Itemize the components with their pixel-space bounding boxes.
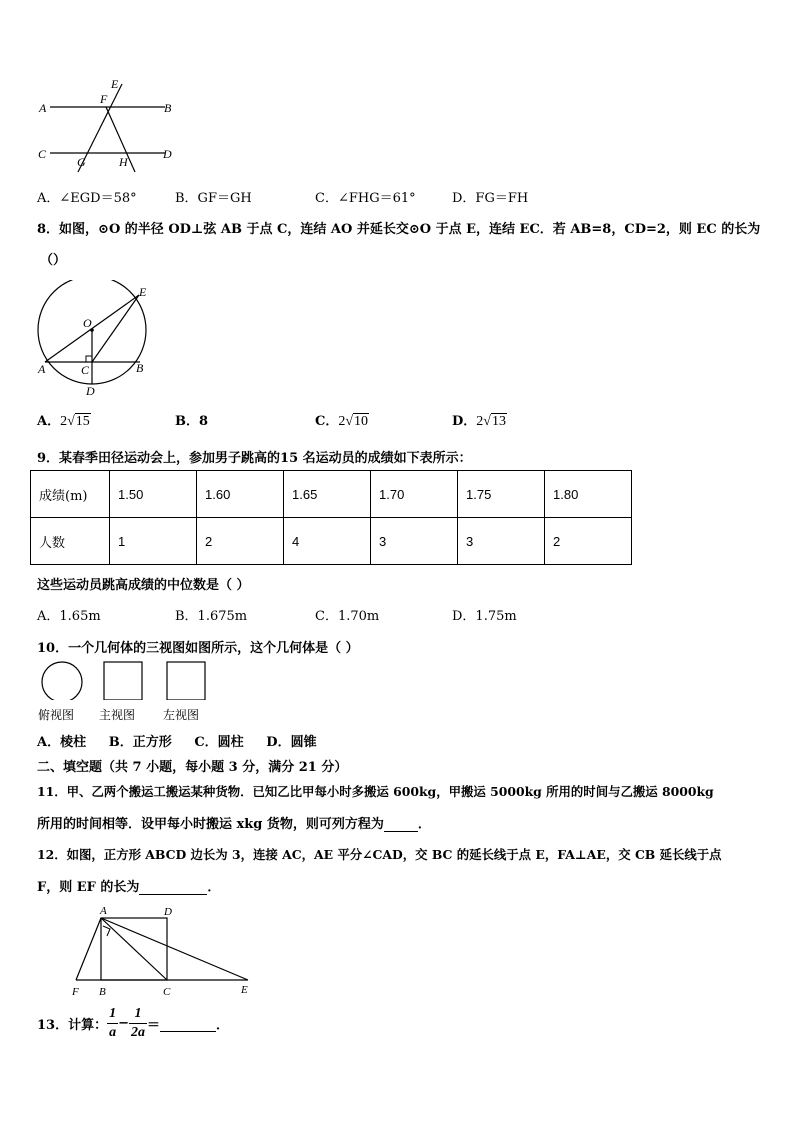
- q13-frac1-numerator: 1: [107, 1005, 118, 1024]
- label-a: A: [100, 905, 107, 917]
- table-row: [31, 471, 632, 518]
- q7-option-b: B．GF＝GH: [175, 191, 252, 206]
- line-af: [76, 918, 101, 980]
- q9-stem: 9．某春季田径运动会上，参加男子跳高的15 名运动员的成绩如下表所示：: [37, 451, 472, 466]
- label-d: D: [164, 906, 172, 918]
- q13-frac1-denominator: a: [109, 1025, 117, 1040]
- label-c: C: [38, 147, 47, 161]
- q8-option-a-prefix: A．: [37, 414, 61, 429]
- q13-minus: −: [118, 1016, 129, 1031]
- q13-fraction-2: [129, 1005, 147, 1042]
- table-header-score: 成绩(m): [31, 471, 110, 518]
- q13-prefix: 13．计算：: [37, 1018, 108, 1033]
- table-cell: 1: [110, 518, 197, 565]
- label-e: E: [241, 984, 248, 996]
- q10-options: A．棱柱 B．正方形 C．圆柱 D．圆锥: [37, 735, 317, 750]
- q9-score-table: [30, 470, 632, 565]
- q8-option-b: B．8: [175, 414, 209, 429]
- view-label-side: 左视图: [163, 708, 200, 722]
- q13-answer-blank[interactable]: [160, 1016, 216, 1032]
- table-row: [31, 518, 632, 565]
- q12-line2-end: ．: [207, 880, 221, 895]
- q7-option-a: A．∠EGD＝58°: [37, 191, 137, 206]
- q9-option-d: D．1.75m: [452, 609, 517, 624]
- q8-option-a: [37, 410, 91, 430]
- label-c: C: [163, 986, 171, 998]
- label-d: D: [86, 384, 95, 398]
- label-f: F: [72, 986, 79, 998]
- table-cell: 2: [197, 518, 284, 565]
- front-view-square: [104, 662, 142, 700]
- q13-fraction-1: [107, 1005, 118, 1042]
- q12-line1: 12．如图，正方形 ABCD 边长为 3，连接 AC，AE 平分∠CAD，交 BC 的延长线于点 E，FA⊥AE，交 CB 延长线于点: [37, 847, 722, 862]
- q9-option-c: C．1.70m: [315, 609, 380, 624]
- q8-option-c-coef: 2: [338, 414, 346, 429]
- line-ac: [101, 918, 167, 980]
- q11-line2-text: 所用的时间相等．设甲每小时搬运 xkg 货物，则可列方程为: [37, 817, 384, 832]
- table-cell: 1.75: [458, 471, 545, 518]
- q9-question: 这些运动员跳高成绩的中位数是（ ）: [37, 578, 250, 593]
- q10-stem: 10．一个几何体的三视图如图所示，这个几何体是（ ）: [37, 641, 359, 656]
- side-view-square: [167, 662, 205, 700]
- q13-end: ．: [216, 1018, 230, 1033]
- q12-figure: [66, 903, 266, 999]
- view-label-front: 主视图: [99, 708, 136, 722]
- q8-option-a-value: 2√15: [60, 414, 90, 429]
- q8-option-d-prefix: D．: [452, 414, 477, 429]
- label-c: C: [81, 363, 90, 377]
- q12-line2: [37, 876, 220, 895]
- q8-option-d-coef: 2: [476, 414, 484, 429]
- line-ae: [101, 918, 248, 980]
- right-angle-mark: [86, 356, 92, 362]
- q13-frac2-numerator: 1: [129, 1005, 147, 1024]
- table-cell: 2: [545, 518, 632, 565]
- q7-option-c: C．∠FHG＝61°: [315, 191, 416, 206]
- q11-answer-blank[interactable]: [384, 816, 418, 832]
- table-cell: 4: [284, 518, 371, 565]
- line-ce: [92, 295, 139, 362]
- q8-option-a-coef: 2: [60, 414, 68, 429]
- q8-option-c-radicand: 10: [354, 414, 369, 429]
- right-angle-mark: [103, 926, 110, 936]
- label-f: F: [100, 92, 108, 106]
- table-cell: 1.70: [371, 471, 458, 518]
- table-cell: 1.50: [110, 471, 197, 518]
- table-cell: 1.65: [284, 471, 371, 518]
- table-cell: 1.80: [545, 471, 632, 518]
- table-header-count: 人数: [31, 518, 110, 565]
- view-label-top: 俯视图: [38, 708, 75, 722]
- label-e: E: [139, 285, 147, 299]
- q11-line1: 11．甲、乙两个搬运工搬运某种货物．已知乙比甲每小时多搬运 600kg，甲搬运 5000kg 所用的时间与乙搬运 8000kg: [37, 784, 714, 799]
- table-cell: 3: [458, 518, 545, 565]
- q8-option-d-value: 2√13: [476, 414, 506, 429]
- label-o: O: [83, 316, 92, 330]
- label-e: E: [111, 77, 119, 91]
- q9-option-b: B．1.675m: [175, 609, 248, 624]
- q8-stem-line1: 8．如图，⊙O 的半径 OD⊥弦 AB 于点 C，连结 AO 并延长交⊙O 于点 E，连结 EC．若 AB=8，CD=2，则 EC 的长为: [37, 222, 761, 237]
- q13: [37, 1005, 229, 1042]
- q8-option-d-radicand: 13: [491, 414, 506, 429]
- q11-line2: [37, 813, 431, 832]
- q13-equals: ＝: [147, 1018, 161, 1033]
- q11-line2-end: ．: [417, 817, 431, 832]
- q12-line2-text: F，则 EF 的长为: [37, 880, 140, 895]
- label-b: B: [99, 986, 106, 998]
- q8-option-c-value: 2√10: [338, 414, 369, 429]
- label-d: D: [163, 147, 172, 161]
- q7-option-d: D．FG＝FH: [452, 191, 529, 206]
- q7-figure: [30, 72, 190, 182]
- q8-figure: [30, 280, 170, 405]
- q9-option-a: A．1.65m: [37, 609, 101, 624]
- q8-option-c: [315, 410, 369, 430]
- section2-title: 二、填空题（共 7 小题，每小题 3 分，满分 21 分）: [37, 760, 348, 775]
- table-cell: 1.60: [197, 471, 284, 518]
- label-g: G: [77, 155, 86, 169]
- q12-answer-blank[interactable]: [139, 879, 207, 895]
- q10-three-views: [35, 660, 215, 700]
- q8-option-d: [452, 410, 507, 430]
- q8-stem-line2: （）: [40, 253, 67, 268]
- q8-option-a-radicand: 15: [75, 414, 90, 429]
- label-h: H: [119, 155, 128, 169]
- label-a: A: [38, 362, 46, 376]
- q13-frac2-denominator: 2a: [131, 1025, 145, 1040]
- label-b: B: [136, 361, 144, 375]
- top-view-circle: [42, 662, 82, 700]
- q8-option-c-prefix: C．: [315, 414, 339, 429]
- table-cell: 3: [371, 518, 458, 565]
- label-a: A: [39, 101, 47, 115]
- label-b: B: [164, 101, 172, 115]
